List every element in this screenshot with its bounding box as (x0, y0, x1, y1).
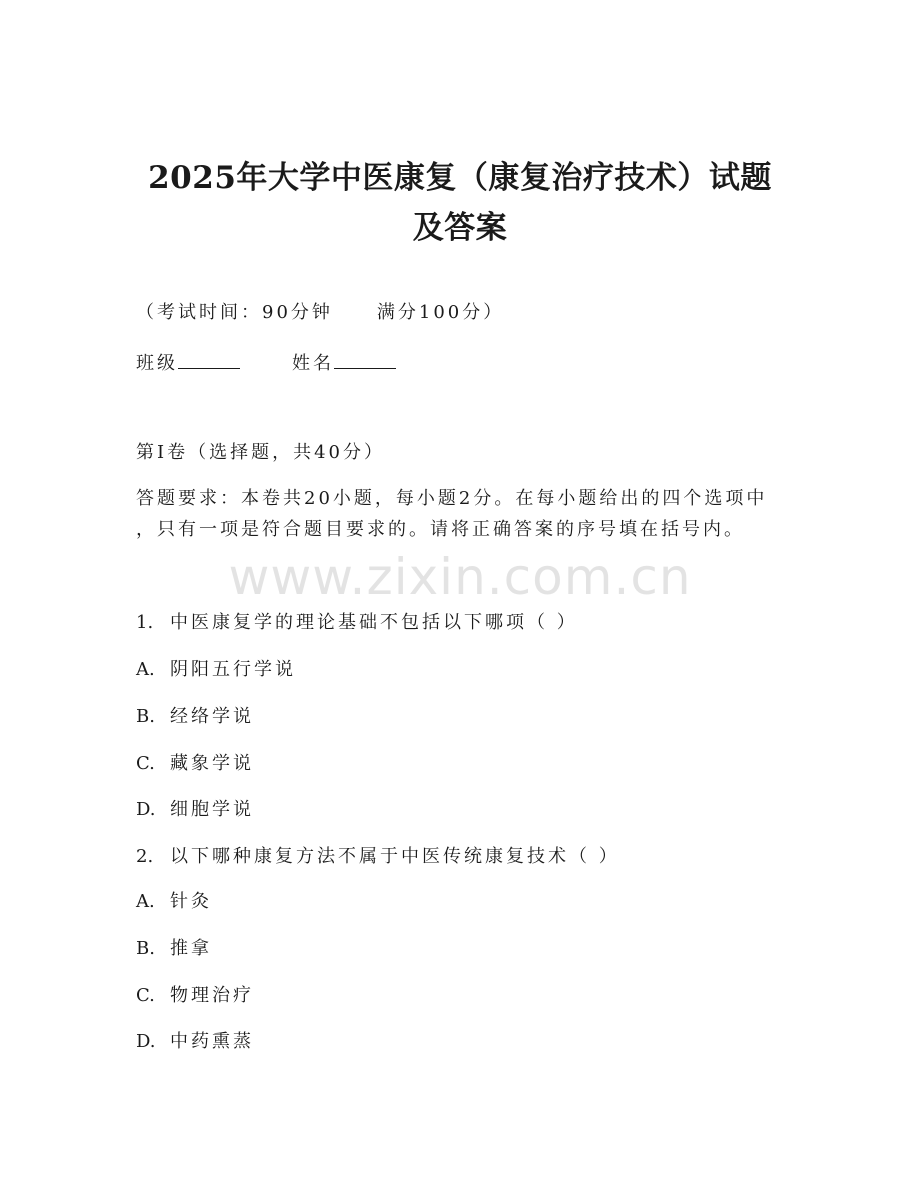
name-blank[interactable] (334, 350, 396, 369)
option-letter: B. (136, 706, 155, 727)
option-letter: D. (136, 799, 156, 820)
exam-info (136, 301, 504, 325)
document-title-line-2: 及答案 (412, 210, 508, 246)
option-text: 针灸 (170, 891, 212, 912)
option-letter: C. (136, 753, 155, 774)
question-2 (136, 845, 620, 869)
question-2-option-a[interactable] (136, 890, 212, 914)
student-info (136, 350, 396, 376)
exam-time: （考试时间：90分钟 (136, 302, 333, 323)
question-2-option-b[interactable] (136, 937, 212, 961)
option-letter: B. (136, 938, 155, 959)
class-blank[interactable] (178, 350, 240, 369)
instructions-line-1: 答题要求：本卷共20小题，每小题2分。在每小题给出的四个选项中 (136, 488, 768, 509)
question-number: 2. (136, 846, 154, 867)
question-1-option-c[interactable] (136, 752, 254, 776)
question-2-option-c[interactable] (136, 984, 254, 1008)
question-text: 以下哪种康复方法不属于中医传统康复技术（ ） (170, 846, 620, 867)
option-letter: C. (136, 985, 155, 1006)
question-1-option-d[interactable] (136, 798, 254, 822)
option-letter: A. (136, 659, 155, 680)
question-1 (136, 611, 578, 635)
question-number: 1. (136, 612, 154, 633)
question-2-option-d[interactable] (136, 1030, 254, 1054)
name-label: 姓名 (292, 353, 334, 374)
watermark: www.zixin.com.cn (228, 548, 692, 606)
option-text: 经络学说 (170, 706, 254, 727)
question-text: 中医康复学的理论基础不包括以下哪项（ ） (170, 612, 578, 633)
option-text: 物理治疗 (170, 985, 254, 1006)
option-text: 细胞学说 (170, 799, 254, 820)
option-text: 阴阳五行学说 (170, 659, 296, 680)
instructions-line-2: ，只有一项是符合题目要求的。请将正确答案的序号填在括号内。 (136, 519, 745, 540)
class-label: 班级 (136, 353, 178, 374)
question-1-option-a[interactable] (136, 658, 296, 682)
option-letter: A. (136, 891, 155, 912)
option-text: 推拿 (170, 938, 212, 959)
section-heading: 第I卷（选择题，共40分） (136, 442, 386, 463)
option-letter: D. (136, 1031, 156, 1052)
option-text: 藏象学说 (170, 753, 254, 774)
option-text: 中药熏蒸 (170, 1031, 254, 1052)
question-1-option-b[interactable] (136, 705, 254, 729)
document-title-line-1: 2025年大学中医康复（康复治疗技术）试题 (148, 160, 772, 196)
exam-score: 满分100分） (376, 302, 505, 323)
